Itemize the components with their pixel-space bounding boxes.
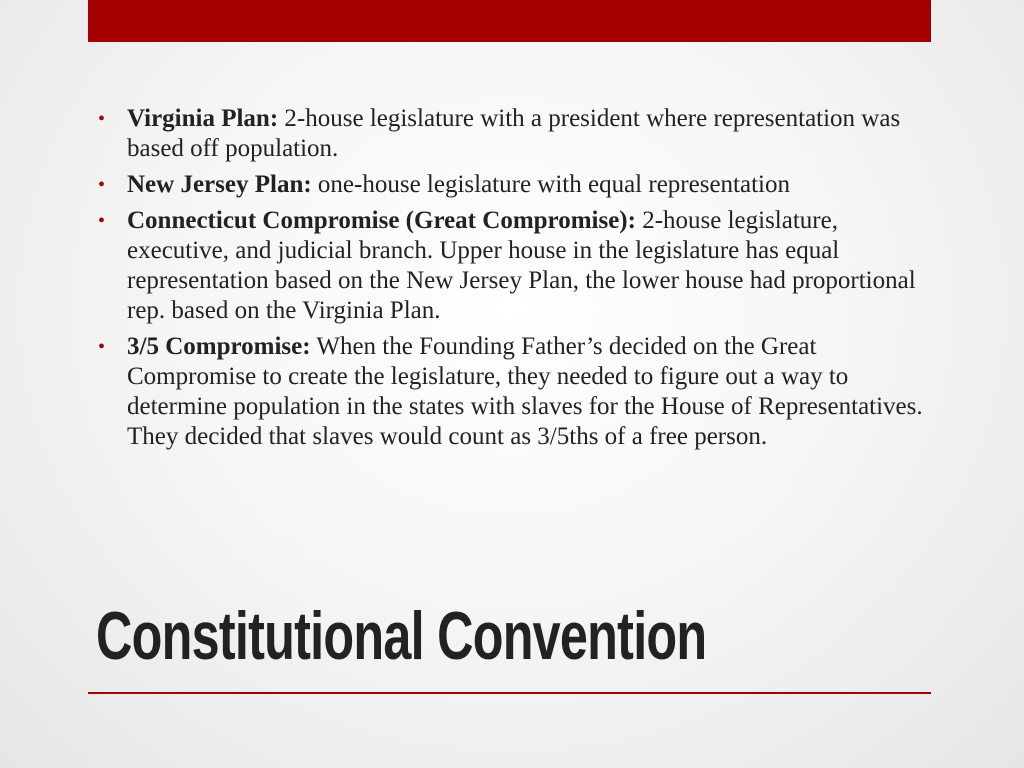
bullet-text: 2-house legislature with a president where representation was based off population.: [127, 105, 901, 162]
bullet-dot-icon: •: [98, 210, 106, 232]
bullet-term: Connecticut Compromise (Great Compromise):: [127, 207, 636, 234]
bullet-text: 2-house legislature, executive, and judicial branch. Upper house in the legislature has equal representation based on the New Jersey Plan, the lower house had proportional rep. based on the Virginia Plan.: [127, 207, 916, 324]
bullet-list: [96, 104, 926, 452]
bullet-item-virginia-plan: [96, 104, 926, 164]
bullet-text: When the Founding Father’s decided on the Great Compromise to create the legislature, they needed to figure out a way to determine population in the states with slaves for the House of Representatives. They decided that slaves would count as 3/5ths of a free person.: [127, 333, 923, 450]
bullet-item-three-fifths-compromise: [96, 332, 926, 452]
bullet-term: Virginia Plan:: [127, 105, 279, 132]
bullet-item-new-jersey-plan: [96, 170, 926, 200]
bullet-term: 3/5 Compromise:: [127, 333, 311, 360]
bullet-term: New Jersey Plan:: [127, 171, 312, 198]
title-underline-rule: [88, 692, 931, 694]
bullet-text: one-house legislature with equal representation: [311, 171, 790, 198]
slide-content: [96, 104, 926, 458]
bullet-dot-icon: •: [98, 108, 106, 130]
bullet-dot-icon: •: [98, 336, 106, 358]
top-accent-bar: [88, 0, 931, 42]
slide-title: Constitutional Convention: [96, 598, 707, 674]
bullet-dot-icon: •: [98, 174, 106, 196]
bullet-item-connecticut-compromise: [96, 206, 926, 326]
